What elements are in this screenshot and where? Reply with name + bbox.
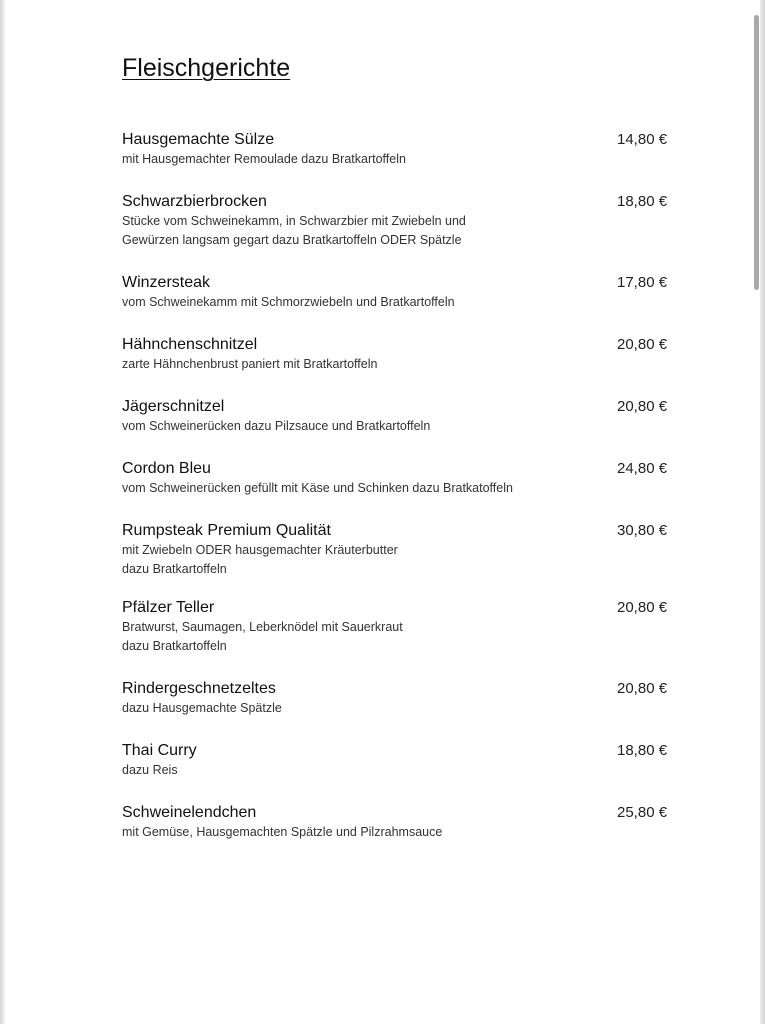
menu-item-price: 14,80 € [617,131,668,148]
menu-item-description: vom Schweinerücken dazu Pilzsauce und Bratkartoffeln [122,419,431,433]
menu-item-name: Jägerschnitzel [122,398,225,415]
menu-item-name: Rumpsteak Premium Qualität [122,522,331,539]
menu-item-price: 30,80 € [617,522,668,539]
menu-item-price: 20,80 € [617,599,668,616]
page-left-edge [0,0,5,1024]
menu-item-price: 20,80 € [617,336,668,353]
menu-item-name: Hähnchenschnitzel [122,336,258,353]
menu-item [122,130,682,169]
menu-item [122,335,682,374]
menu-item-name: Cordon Bleu [122,460,211,477]
menu-item-description: dazu Hausgemachte Spätzle [122,701,282,715]
menu-item-description: Gewürzen langsam gegart dazu Bratkartoffeln ODER Spätzle [122,233,462,247]
scrollbar-track[interactable] [760,0,765,1024]
menu-item [122,741,682,780]
menu-item [122,192,682,250]
menu-item-price: 25,80 € [617,804,668,821]
menu-item-description: Bratwurst, Saumagen, Leberknödel mit Sauerkraut [122,620,403,634]
menu-item-description: mit Gemüse, Hausgemachten Spätzle und Pilzrahmsauce [122,825,443,839]
page-title: Fleischgerichte [122,54,291,82]
menu-item-description: dazu Reis [122,763,178,777]
menu-item-description: zarte Hähnchenbrust paniert mit Bratkartoffeln [122,357,378,371]
menu-item [122,397,682,436]
menu-item [122,598,682,656]
menu-item [122,273,682,312]
menu-item-name: Pfälzer Teller [122,599,215,616]
menu-item-description: vom Schweinekamm mit Schmorzwiebeln und Bratkartoffeln [122,295,455,309]
menu-item-price: 18,80 € [617,742,668,759]
menu-item-description: mit Hausgemachter Remoulade dazu Bratkartoffeln [122,152,406,166]
menu-item-name: Hausgemachte Sülze [122,131,275,148]
menu-item-price: 24,80 € [617,460,668,477]
menu-item-description: vom Schweinerücken gefüllt mit Käse und Schinken dazu Bratkatoffeln [122,481,513,495]
menu-item-price: 17,80 € [617,274,668,291]
menu-item [122,803,682,842]
menu-item [122,679,682,718]
menu-item-price: 20,80 € [617,680,668,697]
menu-item-name: Schweinelendchen [122,804,257,821]
scrollbar-thumb[interactable] [754,15,759,290]
menu-item-description: dazu Bratkartoffeln [122,639,227,653]
menu-item-name: Thai Curry [122,742,197,759]
menu-item-price: 20,80 € [617,398,668,415]
menu-item-name: Rindergeschnetzeltes [122,680,276,697]
menu-item-description: mit Zwiebeln ODER hausgemachter Kräuterbutter [122,543,398,557]
menu-item-price: 18,80 € [617,193,668,210]
menu-item [122,521,682,579]
menu-item-name: Winzersteak [122,274,211,291]
menu-item-description: Stücke vom Schweinekamm, in Schwarzbier mit Zwiebeln und [122,214,466,228]
menu-item-description: dazu Bratkartoffeln [122,562,227,576]
menu-item-name: Schwarzbierbrocken [122,193,267,210]
menu-item [122,459,682,498]
